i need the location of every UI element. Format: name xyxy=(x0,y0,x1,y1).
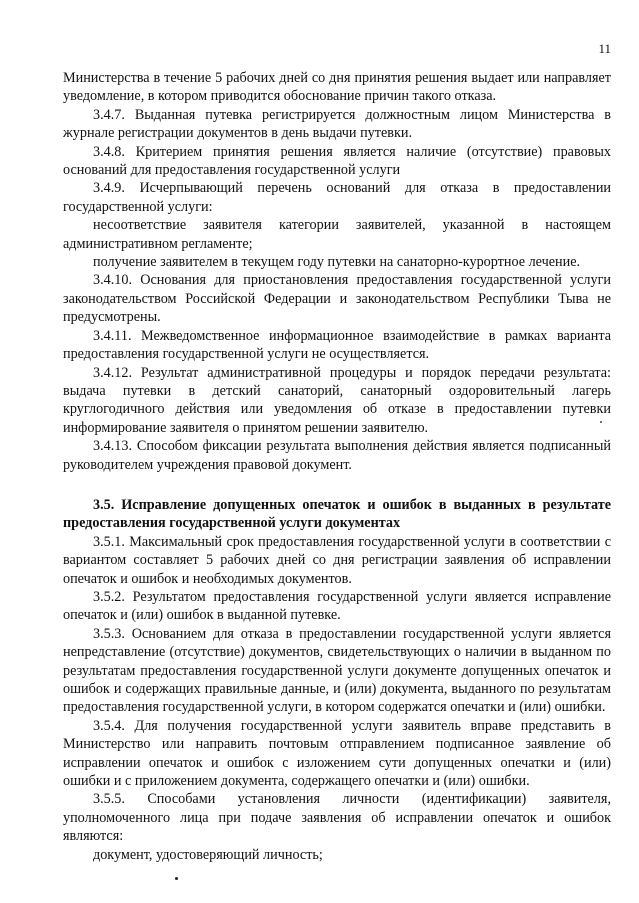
paragraph-3-5-2: 3.5.2. Результатом предоставления государственной услуги является исправление опечаток и (или) ошибок в выданной путевке. xyxy=(63,588,611,624)
section-heading-3-5: 3.5. Исправление допущенных опечаток и ошибок в выданных в результате предоставления государственной услуги документах xyxy=(63,496,611,532)
scan-speck xyxy=(600,421,602,423)
paragraph-3-4-13: 3.4.13. Способом фиксации результата выполнения действия является подписанный руководителем учреждения правовой документ. xyxy=(63,438,611,473)
paragraph-3-4-10: 3.4.10. Основания для приостановления предоставления государственной услуги законодательством Российской Федерации и законодательством Республики Тыва не предусмотрены. xyxy=(63,272,611,326)
paragraph-3-5-4: 3.5.4. Для получения государственной услуги заявитель вправе представить в Министерство или направить почтовым отправлением подписанное заявление об исправлении опечаток и ошибок с изложением сути допущенных опечатки и (или) ошибки и с приложением документа, содержащего опечатки и (или) ошибки. xyxy=(63,717,611,790)
paragraph-3-4-11: 3.4.11. Межведомственное информационное взаимодействие в рамках варианта предоставления государственной услуги не осуществляется. xyxy=(63,327,611,363)
paragraph-3-4-12: 3.4.12. Результат административной процедуры и порядок передачи результата: выдача путевки в детский санаторий, санаторный оздоровительный лагерь круглогодичного действия или уведомления об отказе в предоставлении путевки информирование заявителя о принятом решении заявителю. xyxy=(63,364,611,436)
list-item-refusal-reason-1: несоответствие заявителя категории заявителей, указанной в настоящем административном регламенте; xyxy=(63,217,611,252)
section-gap xyxy=(63,474,611,496)
list-item-identity-document: документ, удостоверяющий личность; xyxy=(93,846,323,863)
paragraph-3-5-5: 3.5.5. Способами установления личности (идентификации) заявителя, уполномоченного лица при подаче заявления об исправлении опечаток и ошибок являются: xyxy=(63,791,611,845)
paragraph-3-5-3: 3.5.3. Основанием для отказа в предоставлении государственной услуги является непредставление (отсутствие) документов, свидетельствующих о наличии в выданном по результатам предоставления государственной услуги документе допущенных опечаток и ошибок и содержащих правильные данные, и (или) документа, выданного по результатам предоставления государственной услуги, в котором содержатся опечатки и (или) ошибки. xyxy=(63,625,611,716)
paragraph-3-4-9: 3.4.9. Исчерпывающий перечень оснований для отказа в предоставлении государственной услуги: xyxy=(63,180,611,215)
document-body xyxy=(63,69,611,864)
list-item-refusal-reason-2: получение заявителем в текущем году путевки на санаторно-курортное лечение. xyxy=(93,254,581,271)
page-number: 11 xyxy=(598,41,611,56)
paragraph-3-5-1: 3.5.1. Максимальный срок предоставления государственной услуги в соответствии с вариантом составляет 5 рабочих дней со дня регистрации заявления об исправлении опечаток и ошибок и необходимых документов. xyxy=(63,533,611,587)
paragraph-3-4-7: 3.4.7. Выданная путевка регистрируется должностным лицом Министерства в журнале регистрации документов в день выдачи путевки. xyxy=(63,106,611,142)
scan-dot xyxy=(175,877,178,880)
paragraph-continuation: Министерства в течение 5 рабочих дней со дня принятия решения выдает или направляет уведомление, в котором приводится обоснование причин такого отказа. xyxy=(63,70,611,105)
paragraph-3-4-8: 3.4.8. Критерием принятия решения является наличие (отсутствие) правовых оснований для предоставления государственной услуги xyxy=(63,143,611,179)
